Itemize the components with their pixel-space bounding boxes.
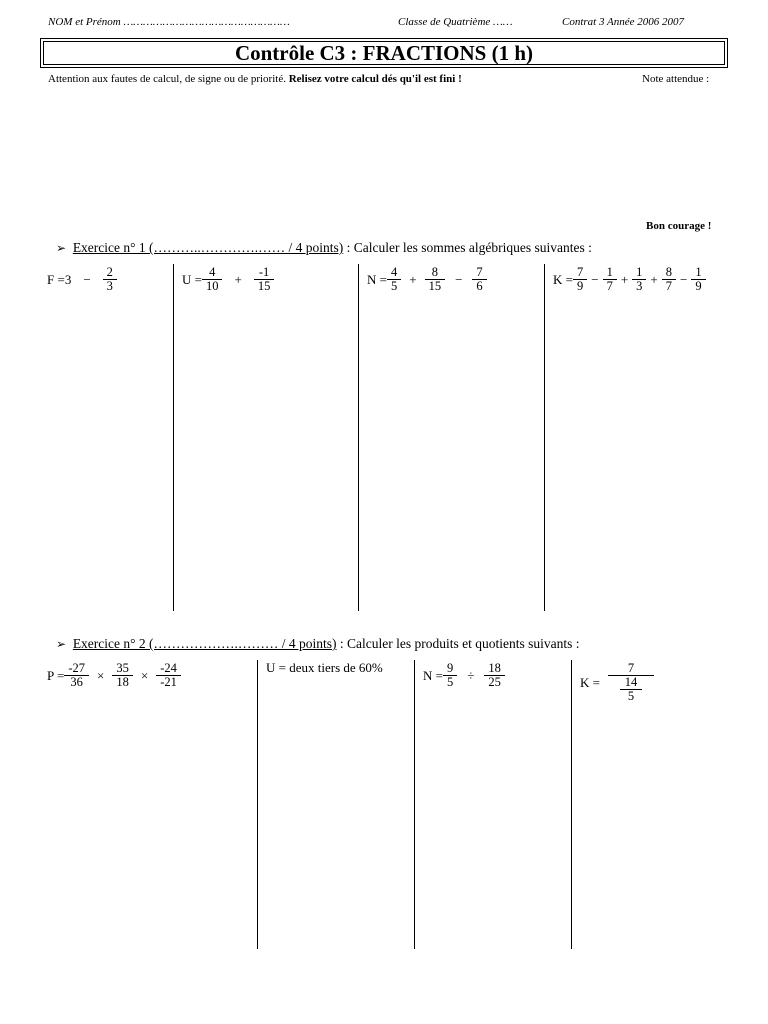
expr-F <box>47 266 117 293</box>
column-divider <box>571 660 572 949</box>
plus-sign: + <box>409 271 417 287</box>
fraction: $\frac{4}{5}$ <box>389 266 399 293</box>
expr-K-label: K = <box>553 271 573 287</box>
fraction: $\frac{8}{15}$ <box>427 266 444 293</box>
plus-sign: + <box>234 271 242 287</box>
times-sign: × <box>140 667 149 683</box>
fraction: $\frac{2}{3}$ <box>105 266 115 293</box>
fraction: $\frac{35}{18}$ <box>114 662 131 689</box>
fraction: $\frac{-24}{-21}$ <box>158 662 179 689</box>
minus-sign: − <box>83 271 91 287</box>
exercise1-heading <box>56 240 592 256</box>
fraction: $\frac{8}{7}$ <box>664 266 674 293</box>
expr-K2 <box>580 662 650 703</box>
exercise2-heading <box>56 636 580 652</box>
column-divider <box>358 264 359 611</box>
plus-sign: + <box>650 271 658 287</box>
instructions <box>48 73 462 85</box>
exercise1-title: Exercice n° 1 (………..………….…… / 4 points) <box>72 240 344 255</box>
minus-sign: − <box>591 271 599 287</box>
exercise2-title: Exercice n° 2 (……………….……… / 4 points) <box>72 636 337 651</box>
contract-year: Contrat 3 Année 2006 2007 <box>562 16 685 28</box>
exercise1-instruction: : Calculer les sommes algébriques suivantes : <box>343 240 592 255</box>
expr-N <box>367 266 487 293</box>
plus-sign: + <box>620 271 629 287</box>
page-title: Contrôle C3 : FRACTIONS (1 h) <box>234 41 534 65</box>
expr-N2-label: N = <box>423 667 443 683</box>
fraction: $\frac{-1}{15}$ <box>256 266 273 293</box>
class-field: Classe de Quatrième …… <box>398 16 513 28</box>
fraction: $\frac{-27}{36}$ <box>66 662 87 689</box>
instructions-text: Attention aux fautes de calcul, de signe ou de priorité. <box>48 73 286 85</box>
instructions-bold: Relisez votre calcul dés qu'il est fini ! <box>288 73 462 85</box>
fraction: $\frac{18}{25}$ <box>486 662 503 689</box>
times-sign: × <box>97 667 105 683</box>
name-field: NOM et Prénom …………………………………………… <box>48 16 290 28</box>
bullet-arrow-icon: ➢ <box>56 637 67 651</box>
column-divider <box>414 660 415 949</box>
encouragement: Bon courage ! <box>646 220 712 232</box>
expr-N-label: N = <box>367 271 387 287</box>
column-divider <box>257 660 258 949</box>
fraction: $\frac{1}{3}$ <box>634 266 644 293</box>
column-divider <box>173 264 174 611</box>
minus-sign: − <box>455 271 463 287</box>
minus-sign: − <box>680 271 688 287</box>
divide-sign: ÷ <box>467 667 475 683</box>
exercise2-instruction: : Calculer les produits et quotients suivants : <box>336 636 580 651</box>
expr-N2 <box>423 662 505 689</box>
expr-K2-label: K = <box>580 674 600 690</box>
fraction: $\frac{4}{10}$ <box>204 266 221 293</box>
expr-U <box>182 266 274 293</box>
expr-P <box>47 662 181 689</box>
expr-U2 <box>266 660 383 676</box>
fraction: $\frac{7}{9}$ <box>575 266 585 293</box>
expr-U2-text: U = deux tiers de 60% <box>266 660 383 675</box>
expr-F-label: F = <box>47 271 65 287</box>
expr-U-label: U = <box>182 271 202 287</box>
fraction: $\frac{7}{6}$ <box>474 266 484 293</box>
column-divider <box>544 264 545 611</box>
fraction: $\frac{1}{9}$ <box>693 266 703 293</box>
expr-P-label: P = <box>47 667 65 683</box>
bullet-arrow-icon: ➢ <box>56 241 67 255</box>
expr-F-term: 3 <box>64 271 72 287</box>
fraction: $\frac{9}{5}$ <box>445 662 455 689</box>
compound-fraction: 7 14 5 <box>614 662 648 703</box>
fraction: $\frac{1}{7}$ <box>605 266 615 293</box>
expected-grade: Note attendue : <box>642 73 710 85</box>
expr-K <box>553 266 706 293</box>
